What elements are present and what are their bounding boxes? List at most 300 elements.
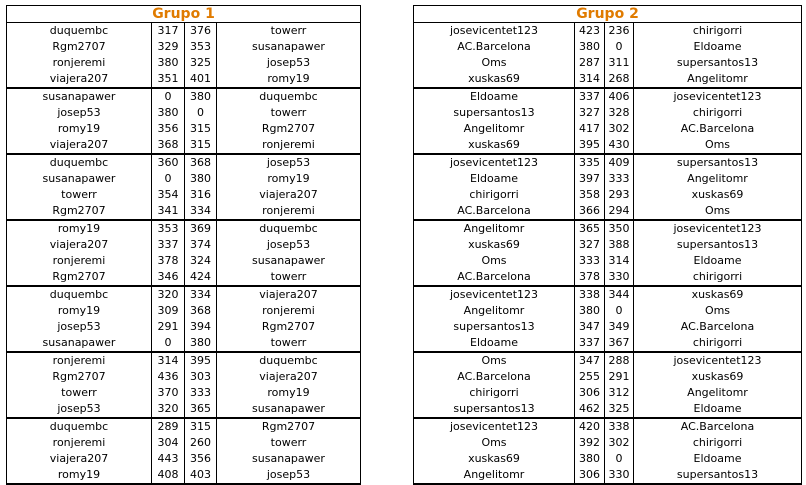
match-row [7, 121, 360, 137]
round-block [7, 155, 360, 221]
home-player: josep53 [57, 106, 101, 119]
home-player: Angelitomr [463, 222, 525, 235]
match-row [414, 237, 801, 253]
home-player: romy19 [57, 468, 101, 481]
group-2-table [413, 5, 802, 485]
match-row [7, 319, 360, 335]
away-player: Eldoame [693, 402, 742, 415]
home-score: 380 [574, 39, 604, 55]
home-player: xuskas69 [468, 452, 520, 465]
home-player: Eldoame [470, 90, 518, 103]
home-player: chirigorri [469, 188, 519, 201]
away-score: 368 [184, 155, 217, 171]
away-player: Rgm2707 [261, 420, 316, 433]
away-player: susanapawer [252, 402, 325, 415]
home-player: josevicentet123 [449, 420, 539, 433]
away-score: 328 [604, 105, 634, 121]
home-score: 370 [151, 385, 184, 401]
match-row [414, 269, 801, 285]
away-player: josep53 [266, 156, 311, 169]
home-player: duquembc [49, 420, 109, 433]
home-player: viajera207 [49, 238, 109, 251]
away-score: 314 [604, 253, 634, 269]
away-score: 368 [184, 303, 217, 319]
away-player: viajera207 [259, 188, 318, 201]
away-score: 293 [604, 187, 634, 203]
away-player: susanapawer [252, 254, 325, 267]
away-player: supersantos13 [676, 238, 759, 251]
away-player: susanapawer [252, 452, 325, 465]
home-score: 356 [151, 121, 184, 137]
match-row [414, 105, 801, 121]
away-player: Angelitomr [687, 172, 748, 185]
away-score: 325 [604, 401, 634, 417]
away-player: Oms [704, 204, 731, 217]
home-score: 378 [151, 253, 184, 269]
match-row [7, 203, 360, 219]
away-score: 311 [604, 55, 634, 71]
away-score: 302 [604, 121, 634, 137]
away-score: 333 [184, 385, 217, 401]
match-row [7, 171, 360, 187]
away-score: 294 [604, 203, 634, 219]
round-block [414, 287, 801, 353]
away-player: Angelitomr [687, 72, 748, 85]
round-block [7, 89, 360, 155]
home-player: xuskas69 [468, 238, 520, 251]
home-score: 351 [151, 71, 184, 87]
away-player: ronjeremi [262, 304, 315, 317]
home-player: Rgm2707 [52, 370, 106, 383]
away-player: romy19 [267, 386, 310, 399]
away-score: 330 [604, 269, 634, 285]
home-player: romy19 [57, 222, 101, 235]
home-player: Oms [481, 254, 507, 267]
match-row [7, 401, 360, 417]
home-score: 347 [574, 319, 604, 335]
away-player: towerr [270, 436, 307, 449]
match-row [7, 287, 360, 303]
away-player: AC.Barcelona [680, 122, 755, 135]
round-block [414, 221, 801, 287]
match-row [7, 23, 360, 39]
away-score: 403 [184, 467, 217, 483]
home-score: 417 [574, 121, 604, 137]
match-row [7, 369, 360, 385]
home-score: 365 [574, 221, 604, 237]
round-block [414, 353, 801, 419]
away-player: duquembc [259, 90, 318, 103]
home-player: Oms [481, 354, 507, 367]
away-player: xuskas69 [691, 188, 744, 201]
away-player: josevicentet123 [673, 90, 762, 103]
away-player: towerr [270, 270, 307, 283]
round-block [414, 419, 801, 485]
away-player: AC.Barcelona [680, 420, 755, 433]
match-row [414, 287, 801, 303]
home-player: josevicentet123 [449, 24, 539, 37]
away-player: duquembc [259, 354, 318, 367]
match-row [7, 385, 360, 401]
home-score: 327 [574, 105, 604, 121]
home-player: ronjeremi [52, 254, 106, 267]
rounds-container [414, 23, 801, 485]
away-score: 0 [604, 39, 634, 55]
away-player: Oms [704, 138, 731, 151]
away-player: Eldoame [693, 254, 742, 267]
away-player: chirigorri [692, 336, 743, 349]
home-player: Eldoame [470, 172, 518, 185]
home-player: Rgm2707 [52, 204, 106, 217]
home-player: josevicentet123 [449, 288, 539, 301]
away-score: 430 [604, 137, 634, 153]
away-score: 401 [184, 71, 217, 87]
home-score: 366 [574, 203, 604, 219]
away-player: josep53 [266, 468, 311, 481]
match-row [7, 71, 360, 87]
match-row [7, 221, 360, 237]
match-row [7, 237, 360, 253]
home-score: 337 [574, 335, 604, 351]
round-block [7, 419, 360, 485]
home-score: 289 [151, 419, 184, 435]
group-1-table [6, 5, 361, 485]
away-score: 374 [184, 237, 217, 253]
round-block [7, 221, 360, 287]
home-player: romy19 [57, 304, 101, 317]
away-player: romy19 [267, 72, 310, 85]
away-player: towerr [270, 336, 307, 349]
home-score: 380 [151, 105, 184, 121]
home-score: 255 [574, 369, 604, 385]
match-row [414, 203, 801, 219]
away-score: 365 [184, 401, 217, 417]
away-score: 291 [604, 369, 634, 385]
home-score: 327 [574, 237, 604, 253]
away-player: AC.Barcelona [680, 320, 755, 333]
home-score: 395 [574, 137, 604, 153]
away-player: chirigorri [692, 106, 743, 119]
away-player: Eldoame [693, 40, 742, 53]
away-player: josevicentet123 [673, 222, 762, 235]
away-score: 350 [604, 221, 634, 237]
match-row [7, 39, 360, 55]
home-score: 462 [574, 401, 604, 417]
home-score: 320 [151, 287, 184, 303]
home-player: AC.Barcelona [457, 204, 531, 217]
home-score: 314 [574, 71, 604, 87]
home-player: ronjeremi [52, 56, 106, 69]
match-row [7, 419, 360, 435]
home-score: 354 [151, 187, 184, 203]
away-player: duquembc [259, 222, 318, 235]
match-row [414, 71, 801, 87]
home-score: 291 [151, 319, 184, 335]
home-score: 317 [151, 23, 184, 39]
home-score: 380 [574, 303, 604, 319]
match-row [7, 105, 360, 121]
home-score: 0 [151, 171, 184, 187]
home-player: Oms [481, 436, 507, 449]
away-player: romy19 [267, 172, 310, 185]
away-player: viajera207 [259, 370, 318, 383]
match-row [7, 187, 360, 203]
home-player: Rgm2707 [52, 40, 106, 53]
round-block [414, 23, 801, 89]
away-score: 380 [184, 171, 217, 187]
match-row [414, 39, 801, 55]
away-score: 409 [604, 155, 634, 171]
match-row [414, 171, 801, 187]
home-player: supersantos13 [453, 402, 535, 415]
match-row [7, 89, 360, 105]
home-score: 335 [574, 155, 604, 171]
away-score: 334 [184, 287, 217, 303]
round-block [414, 155, 801, 221]
away-score: 303 [184, 369, 217, 385]
away-score: 315 [184, 137, 217, 153]
home-player: Angelitomr [463, 122, 525, 135]
match-row [414, 23, 801, 39]
home-player: xuskas69 [468, 72, 520, 85]
home-player: Eldoame [470, 336, 518, 349]
home-score: 378 [574, 269, 604, 285]
match-row [414, 187, 801, 203]
away-player: xuskas69 [691, 370, 744, 383]
away-score: 316 [184, 187, 217, 203]
home-score: 346 [151, 269, 184, 285]
away-score: 330 [604, 467, 634, 483]
match-row [414, 55, 801, 71]
away-score: 324 [184, 253, 217, 269]
home-player: duquembc [49, 24, 109, 37]
away-score: 268 [604, 71, 634, 87]
home-score: 360 [151, 155, 184, 171]
home-score: 320 [151, 401, 184, 417]
match-row [7, 335, 360, 351]
away-player: supersantos13 [676, 468, 759, 481]
away-player: supersantos13 [676, 56, 759, 69]
away-score: 394 [184, 319, 217, 335]
group-title: Grupo 1 [7, 6, 360, 23]
away-player: josep53 [266, 56, 311, 69]
home-score: 347 [574, 353, 604, 369]
away-score: 236 [604, 23, 634, 39]
home-player: towerr [61, 188, 97, 201]
match-row [414, 419, 801, 435]
match-row [414, 451, 801, 467]
home-player: romy19 [57, 122, 101, 135]
home-player: AC.Barcelona [457, 40, 531, 53]
away-player: chirigorri [692, 270, 743, 283]
home-player: viajera207 [49, 138, 109, 151]
away-score: 333 [604, 171, 634, 187]
away-player: Angelitomr [687, 386, 748, 399]
home-score: 368 [151, 137, 184, 153]
home-score: 408 [151, 467, 184, 483]
home-score: 358 [574, 187, 604, 203]
away-player: susanapawer [252, 40, 325, 53]
away-player: Rgm2707 [261, 320, 316, 333]
match-row [7, 303, 360, 319]
away-score: 395 [184, 353, 217, 369]
away-score: 334 [184, 203, 217, 219]
match-row [414, 221, 801, 237]
match-row [7, 467, 360, 483]
match-row [414, 369, 801, 385]
home-player: chirigorri [469, 386, 519, 399]
match-row [7, 155, 360, 171]
away-score: 424 [184, 269, 217, 285]
match-row [414, 89, 801, 105]
home-player: AC.Barcelona [457, 370, 531, 383]
away-score: 315 [184, 121, 217, 137]
away-score: 302 [604, 435, 634, 451]
match-row [414, 435, 801, 451]
away-player: supersantos13 [676, 156, 759, 169]
away-player: towerr [270, 106, 307, 119]
home-score: 341 [151, 203, 184, 219]
away-score: 344 [604, 287, 634, 303]
away-player: xuskas69 [691, 288, 744, 301]
home-player: supersantos13 [453, 106, 535, 119]
home-score: 420 [574, 419, 604, 435]
match-row [414, 353, 801, 369]
away-score: 315 [184, 419, 217, 435]
home-player: josep53 [57, 402, 101, 415]
home-player: supersantos13 [453, 320, 535, 333]
away-score: 260 [184, 435, 217, 451]
away-score: 0 [184, 105, 217, 121]
home-player: ronjeremi [52, 354, 106, 367]
home-score: 287 [574, 55, 604, 71]
match-row [7, 253, 360, 269]
home-score: 443 [151, 451, 184, 467]
home-score: 329 [151, 39, 184, 55]
away-player: josevicentet123 [673, 354, 762, 367]
match-row [414, 335, 801, 351]
home-player: susanapawer [42, 90, 116, 103]
home-score: 0 [151, 89, 184, 105]
home-player: Oms [481, 56, 507, 69]
away-player: chirigorri [692, 24, 743, 37]
home-player: viajera207 [49, 72, 109, 85]
home-player: Angelitomr [463, 468, 525, 481]
away-score: 369 [184, 221, 217, 237]
away-score: 380 [184, 89, 217, 105]
rounds-container [7, 23, 360, 485]
home-player: josep53 [57, 320, 101, 333]
away-score: 356 [184, 451, 217, 467]
home-score: 337 [574, 89, 604, 105]
match-row [7, 353, 360, 369]
home-player: susanapawer [42, 336, 116, 349]
home-player: ronjeremi [52, 436, 106, 449]
home-score: 338 [574, 287, 604, 303]
home-player: josevicentet123 [449, 156, 539, 169]
home-score: 353 [151, 221, 184, 237]
home-score: 436 [151, 369, 184, 385]
round-block [7, 287, 360, 353]
match-row [414, 155, 801, 171]
match-row [7, 55, 360, 71]
match-row [7, 435, 360, 451]
group-title: Grupo 2 [414, 6, 801, 23]
away-score: 349 [604, 319, 634, 335]
away-player: towerr [270, 24, 307, 37]
home-player: xuskas69 [468, 138, 520, 151]
match-row [414, 253, 801, 269]
match-row [414, 401, 801, 417]
home-score: 397 [574, 171, 604, 187]
away-player: Eldoame [693, 452, 742, 465]
away-score: 288 [604, 353, 634, 369]
away-player: viajera207 [259, 288, 318, 301]
away-score: 376 [184, 23, 217, 39]
away-score: 406 [604, 89, 634, 105]
match-row [414, 121, 801, 137]
match-row [7, 451, 360, 467]
home-player: AC.Barcelona [457, 270, 531, 283]
away-score: 325 [184, 55, 217, 71]
home-score: 392 [574, 435, 604, 451]
home-player: susanapawer [42, 172, 116, 185]
match-row [414, 303, 801, 319]
home-score: 306 [574, 385, 604, 401]
match-row [414, 385, 801, 401]
away-score: 312 [604, 385, 634, 401]
home-player: towerr [61, 386, 97, 399]
home-player: Rgm2707 [52, 270, 106, 283]
home-score: 423 [574, 23, 604, 39]
round-block [414, 89, 801, 155]
match-row [414, 319, 801, 335]
match-row [414, 467, 801, 483]
match-row [7, 269, 360, 285]
away-player: Oms [704, 304, 731, 317]
match-row [414, 137, 801, 153]
away-score: 0 [604, 303, 634, 319]
match-row [7, 137, 360, 153]
round-block [7, 23, 360, 89]
home-player: viajera207 [49, 452, 109, 465]
away-player: josep53 [266, 238, 311, 251]
home-score: 314 [151, 353, 184, 369]
home-score: 337 [151, 237, 184, 253]
away-player: ronjeremi [262, 204, 315, 217]
round-block [7, 353, 360, 419]
home-player: duquembc [49, 288, 109, 301]
home-player: duquembc [49, 156, 109, 169]
away-player: ronjeremi [262, 138, 315, 151]
away-player: Rgm2707 [261, 122, 316, 135]
away-score: 380 [184, 335, 217, 351]
home-score: 380 [574, 451, 604, 467]
home-score: 304 [151, 435, 184, 451]
away-player: chirigorri [692, 436, 743, 449]
home-score: 380 [151, 55, 184, 71]
home-score: 309 [151, 303, 184, 319]
home-score: 333 [574, 253, 604, 269]
away-score: 353 [184, 39, 217, 55]
away-score: 367 [604, 335, 634, 351]
away-score: 388 [604, 237, 634, 253]
home-player: Angelitomr [463, 304, 525, 317]
away-score: 0 [604, 451, 634, 467]
home-score: 0 [151, 335, 184, 351]
home-score: 306 [574, 467, 604, 483]
away-score: 338 [604, 419, 634, 435]
